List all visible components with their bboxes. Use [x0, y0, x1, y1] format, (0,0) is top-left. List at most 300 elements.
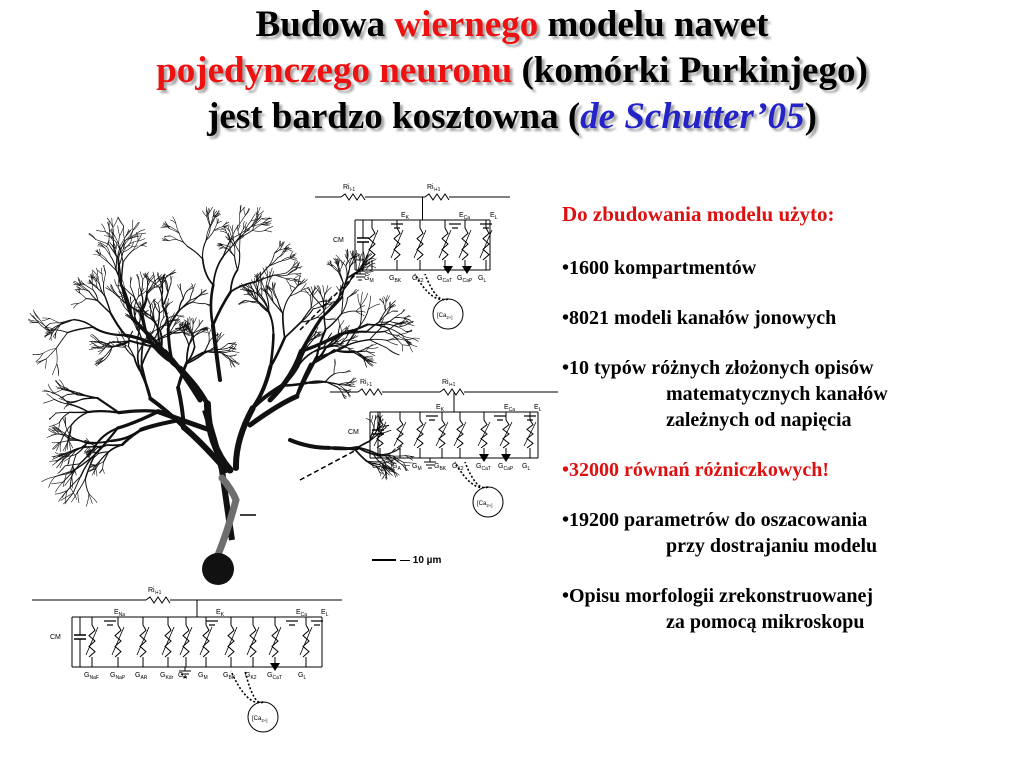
wire: [162, 627, 174, 655]
dendrite-branch: [57, 460, 64, 468]
dendrite-branch: [59, 466, 65, 473]
calcium-pool-label: [$Ca_{2+]}$: [437, 313, 453, 320]
dendrite-branch: [371, 415, 373, 421]
dendrite-branch: [364, 356, 372, 357]
dendrite-branch: [288, 270, 296, 275]
dendrite-branch: [290, 285, 295, 288]
label-subscript: CaT: [481, 466, 491, 472]
label-subscript: Ca: [463, 215, 471, 221]
dendrite-branch: [138, 288, 139, 297]
dendrite-branch: [111, 313, 126, 335]
dendrite-branch: [131, 246, 137, 247]
circuit-label: $G_{BK}$: [434, 463, 447, 472]
dendrite-branch: [235, 256, 238, 270]
dendrite-branch: [295, 281, 298, 285]
label-subscript: K: [440, 407, 445, 413]
label-subscript: L: [483, 278, 487, 284]
dendrite-branch: [213, 257, 223, 285]
dendrite-branch: [43, 399, 54, 403]
label-subscript: L: [303, 675, 307, 681]
label-subscript: M: [369, 278, 374, 284]
circuit-label: $G_{K2}$: [245, 672, 257, 681]
dendrite-branch: [238, 252, 240, 269]
dendrite-branch: [202, 332, 208, 333]
wire: [524, 422, 536, 446]
dendrite-branch: [290, 440, 329, 448]
dendrite-branch: [325, 374, 334, 382]
dendrite-branch: [203, 240, 207, 259]
dendrite-branch: [80, 293, 86, 298]
dendrite-branch: [183, 290, 187, 298]
dendrite-branch: [385, 302, 386, 311]
dendrite-branch: [208, 330, 209, 335]
label-subscript: 2+]: [261, 718, 268, 723]
dendrite-branch: [60, 460, 63, 468]
dendrite-branch: [367, 461, 380, 462]
dendrite-branch: [71, 412, 88, 425]
dendrite-branch: [327, 318, 335, 319]
dendrite-branch: [181, 291, 184, 299]
wire: [300, 627, 312, 655]
circuit-label: $G_{BK}$: [223, 672, 236, 681]
label-subscript: K2: [250, 675, 257, 681]
wire: [137, 627, 149, 655]
dendrite-branch: [323, 285, 325, 295]
dendrite-branch: [113, 218, 118, 228]
label-subscript: i+1: [154, 590, 162, 596]
label-subscript: A: [397, 466, 401, 472]
label-subscript: CaP: [503, 466, 514, 472]
circuit-label: $G_M$: [198, 672, 208, 681]
dendrite-branch: [123, 226, 124, 241]
wire: [394, 422, 406, 446]
label-subscript: K2: [457, 466, 464, 472]
circuit-label: $G_{CaT}$: [437, 275, 452, 284]
dendrite-branch: [386, 317, 396, 324]
label-subscript: 2+]: [486, 503, 493, 508]
dendrite-branch: [50, 318, 60, 323]
dendrite-branch: [42, 318, 50, 320]
dendrite-branch: [211, 285, 213, 326]
circuit-label: CM: [50, 634, 61, 641]
dendrite-branch: [38, 323, 49, 331]
dendrite-branch: [402, 345, 409, 346]
bullet-text: •19200 parametrów do oszacowania: [562, 509, 868, 531]
dendrite-branch: [137, 341, 138, 355]
circuit-label: $Ri_{i-1}$: [360, 379, 373, 388]
label-subscript: AR: [140, 675, 148, 681]
circuit-label: $E_L$: [490, 212, 498, 221]
dendrite-branch: [86, 494, 89, 507]
leader-line: [300, 270, 360, 330]
dendrite-branch: [240, 215, 246, 224]
label-subscript: K: [220, 612, 225, 618]
label-subscript: Kdr: [165, 675, 174, 681]
dendrite-branch: [206, 230, 214, 240]
wire: [269, 627, 281, 655]
dendrite-branch: [187, 246, 202, 259]
wire: [225, 627, 237, 655]
circuit-label: $G_{CaT}$: [267, 672, 282, 681]
circuit-label: $G_A$: [392, 463, 401, 472]
circuit-diagram-middle: [330, 379, 558, 517]
dendrite-branch: [283, 296, 290, 314]
label-subscript: M: [417, 466, 422, 472]
dendrite-branch: [46, 349, 56, 359]
circuit-label: $G_{CaP}$: [457, 275, 473, 284]
bullet-list: [562, 255, 1022, 635]
dendrite-branch: [339, 272, 344, 283]
dendrite-branch: [56, 482, 63, 492]
scale-bar-label: — 10 µm: [400, 555, 442, 566]
dendrite-branch: [113, 341, 130, 342]
label-subscript: Na: [118, 612, 126, 618]
dendrite-branch: [208, 207, 212, 214]
dendrite-branch: [56, 333, 68, 349]
circuit-label: $E_K$: [401, 212, 410, 221]
dendrite-branch: [283, 314, 285, 338]
wire: [478, 422, 490, 446]
title-text: Budowa: [255, 4, 395, 45]
dendrite-branch: [92, 275, 93, 281]
dendrite-branch: [74, 320, 93, 328]
dendrite-branch: [325, 287, 332, 295]
dendrite-branch: [230, 226, 232, 231]
dendrite-branch: [170, 275, 171, 283]
dendrite-branch: [296, 273, 302, 274]
bullet-continuation: za pomocą mikroskopu: [666, 611, 865, 633]
dendrite-branch: [141, 420, 180, 430]
dendrite-branch: [136, 233, 145, 234]
soma: [202, 553, 234, 585]
title-highlight: pojedynczego neuronu: [156, 50, 513, 91]
dendrite-branch: [408, 324, 415, 326]
dendrite-branch: [228, 343, 236, 344]
dendrite-branch: [395, 317, 404, 318]
circuit-label: $E_{Ca}$: [459, 212, 471, 221]
circuit-diagram-bottom: [32, 587, 342, 732]
label-subscript: CaT: [442, 278, 452, 284]
dendrite-branch: [68, 476, 81, 490]
dendrite-branch: [140, 272, 143, 280]
dendrite-branch: [210, 217, 213, 227]
title-text: jest bardzo kosztowna (: [207, 96, 581, 137]
label-subscript: L: [538, 407, 542, 413]
circuit-label: $G_{CaT}$: [476, 463, 491, 472]
dendrite-branch: [398, 327, 406, 332]
wire: [459, 230, 471, 258]
dendrite-branch: [47, 394, 55, 400]
dendrite-branch: [78, 492, 79, 503]
circuit-label: $G_L$: [298, 672, 307, 681]
dendrite-branch: [89, 234, 96, 240]
dendrite-branch: [384, 303, 386, 311]
dendrite-branch: [294, 276, 298, 279]
dendrite-branch: [244, 207, 246, 215]
circuit-label: $G_M$: [412, 463, 422, 472]
dendrite-branch: [52, 443, 59, 450]
dendrite-branch: [152, 304, 153, 310]
dendrite-branch: [101, 268, 102, 274]
dendrite-branch: [342, 311, 357, 314]
dendrite-branch: [123, 251, 132, 262]
dendrite-branch: [219, 247, 223, 248]
dendrite-branch: [213, 292, 231, 326]
dendrite-branch: [334, 365, 335, 374]
bullet-item: [562, 583, 1022, 635]
dendrite-branch: [387, 348, 400, 355]
bullet-continuation: matematycznych kanałów: [666, 383, 888, 405]
dendrite-branch: [78, 299, 86, 304]
circuit-label: $Ri_{i+1}$: [148, 587, 162, 596]
title-text: ): [804, 96, 817, 137]
label-subscript: i-1: [349, 187, 356, 193]
circuit-label: $G_{NaF}$: [84, 672, 99, 681]
dendrite-branch: [387, 340, 398, 345]
circuit-label: $G_{K2}$: [412, 275, 424, 284]
label-subscript: BK: [439, 466, 447, 472]
dendrite-branch: [285, 322, 301, 338]
dendrite-branch: [269, 258, 278, 267]
dendrite-branch: [187, 351, 206, 362]
dendrite-branch: [203, 259, 214, 285]
dendrite-branch: [51, 434, 59, 435]
leader-line: [300, 448, 360, 480]
dendrite-branch: [368, 296, 370, 309]
dendrite-branch: [338, 318, 340, 327]
circuit-label: $E_{Ca}$: [504, 404, 516, 413]
title-citation: de Schutter’05: [580, 96, 805, 137]
dendrite-branch: [395, 313, 401, 317]
dendrite-branch: [30, 322, 39, 323]
dendrite-branch: [219, 248, 223, 250]
label-subscript: i-1: [366, 382, 373, 388]
dendrite-branch: [386, 324, 399, 327]
dendrite-branch: [336, 255, 340, 260]
label-subscript: 2+]: [446, 315, 453, 320]
dendrite-branch: [232, 225, 233, 231]
dendrite-branch: [209, 330, 211, 335]
circuit-label: CM: [348, 429, 359, 436]
dendrite-branch: [140, 246, 146, 247]
wire: [414, 230, 426, 258]
bullet-item: [562, 305, 1022, 331]
dendrite-branch: [269, 312, 274, 334]
dendrite-branch: [154, 310, 155, 319]
dendrite-branch: [193, 302, 205, 304]
circuit-label: $Ri_{i+1}$: [442, 379, 456, 388]
bullet-item: [562, 355, 1022, 433]
circuit-label: $E_K$: [436, 404, 445, 413]
circuit-label: $G_M$: [364, 275, 374, 284]
label-subscript: NaP: [115, 675, 126, 681]
circuit-label: $G_{Kdr}$: [372, 463, 386, 472]
bullet-text: •10 typów różnych złożonych opisów: [562, 357, 874, 379]
dendrite-branch: [74, 303, 79, 308]
dendrite-branch: [360, 306, 361, 325]
dendrite-branch: [350, 340, 357, 341]
circuit-label: $E_L$: [534, 404, 542, 413]
dendrite-branch: [168, 283, 171, 293]
label-subscript: NaF: [89, 675, 99, 681]
dendrite-branch: [190, 291, 193, 301]
dendrite-branch: [57, 364, 59, 374]
dendrite-branch: [294, 265, 299, 267]
dendrite-branch: [209, 335, 210, 343]
dendrite-branch: [370, 328, 381, 339]
dendrite-branch: [321, 297, 342, 318]
circuit-diagram-top: [315, 184, 510, 329]
dendrite-branch: [278, 300, 283, 314]
wire: [86, 627, 98, 655]
bullet-item: [562, 457, 1022, 483]
dendrite-branch: [169, 240, 178, 241]
dendrite-branch: [56, 439, 62, 450]
dendrite-branch: [340, 321, 344, 327]
title-text: (komórki Purkinjego): [512, 50, 868, 91]
wire: [454, 422, 466, 446]
dendrite-branch: [367, 322, 380, 332]
bullet-item: [562, 507, 1022, 559]
dendrite-branch: [92, 281, 93, 290]
dendrite-branch: [96, 469, 97, 476]
circuit-label: $G_{Kdr}$: [160, 672, 174, 681]
dendrite-branch: [240, 206, 241, 214]
dendrite-branch: [384, 297, 386, 302]
dendrite-branch: [350, 251, 352, 257]
dendrite-branch: [92, 334, 100, 341]
bullet-item: [562, 255, 1022, 281]
dendrite-branch: [139, 281, 141, 293]
bullet-text: •Opisu morfologii zrekonstruowanej: [562, 585, 874, 607]
dendrite-branch: [50, 323, 60, 324]
dendrite-branch: [111, 256, 117, 270]
wire: [439, 230, 451, 258]
dendrite-branch: [409, 344, 417, 347]
dendrite-branch: [173, 217, 176, 224]
dendrite-branch: [262, 218, 272, 219]
dendrite-branch: [72, 399, 81, 402]
dendrite-branch: [104, 273, 106, 283]
circuit-label: $G_L$: [478, 275, 487, 284]
circuit-label: $E_K$: [216, 609, 225, 618]
dendrite-branch: [102, 274, 104, 283]
dendrite-branch: [99, 469, 102, 474]
dendrite-branch: [56, 349, 57, 365]
dendrite-branch: [118, 217, 124, 226]
dendrite-branch: [370, 340, 387, 348]
dendrite-branch: [70, 488, 77, 500]
dendrite-branch: [116, 257, 117, 271]
label-subscript: Ca: [508, 407, 516, 413]
label-subscript: CaP: [462, 278, 473, 284]
dendrite-branch: [129, 346, 135, 357]
dendrite-branch: [236, 408, 253, 468]
circuit-label: $E_{Ca}$: [296, 609, 308, 618]
circuit-label: CM: [333, 237, 344, 244]
dendrite-branch: [133, 222, 139, 230]
circuit-label: $G_{NaP}$: [110, 672, 126, 681]
dendrite-branch: [158, 299, 162, 304]
calcium-pool-label: [$Ca_{2+]}$: [252, 716, 268, 723]
dendrite-branch: [398, 324, 408, 327]
dendrite-branch: [33, 354, 43, 355]
dendrite-branch: [81, 285, 89, 291]
wire: [180, 627, 192, 655]
dendrite-branch: [44, 390, 55, 394]
dendrite-branch: [94, 255, 100, 256]
circuit-label: $Ri_{i-1}$: [343, 184, 356, 193]
wire: [414, 422, 426, 446]
dendrite-branch: [261, 285, 262, 296]
dendrite-branch: [220, 351, 229, 352]
dendrite-branch: [170, 236, 177, 240]
dendrite-branch: [53, 364, 57, 375]
bullet-text: •1600 kompartmentów: [562, 257, 757, 279]
dendrite-branch: [102, 224, 106, 232]
title-text: modelu nawet: [538, 4, 769, 45]
dendrite-branch: [89, 411, 119, 412]
wire: [247, 627, 259, 655]
dendrite-branch: [118, 226, 120, 236]
dendrite-branch: [275, 273, 287, 275]
dendrite-branch: [142, 366, 151, 399]
bullet-continuation: zależnych od napięcia: [666, 409, 852, 431]
dendrite-branch: [334, 373, 343, 374]
dendrite-branch: [119, 411, 158, 413]
label-subscript: BK: [394, 278, 402, 284]
dendrite-branch: [228, 226, 230, 232]
dendrite-branch: [101, 255, 107, 262]
wire: [391, 230, 403, 258]
bullet-text: •8021 modeli kanałów jonowych: [562, 307, 837, 329]
dendrite-branch: [103, 461, 104, 468]
dendrite-branch: [340, 260, 346, 266]
dendrite-branch: [202, 330, 208, 332]
title-highlight: wiernego: [394, 4, 539, 45]
dendrite-branch: [96, 230, 105, 231]
circuit-label: $G_A$: [178, 672, 187, 681]
dendrite-branch: [107, 445, 122, 446]
wire: [436, 422, 448, 446]
label-subscript: Ca: [300, 612, 308, 618]
dendrite-branch: [68, 327, 93, 332]
dendrite-branch: [366, 351, 375, 353]
dendrite-branch: [412, 338, 418, 341]
label-subscript: L: [494, 215, 498, 221]
dendrite-branch: [154, 299, 155, 306]
dendrite-branch: [274, 247, 279, 254]
label-subscript: K: [405, 215, 410, 221]
dendrite-branch: [367, 331, 385, 332]
circuit-label: $E_{Na}$: [114, 609, 126, 618]
label-subscript: M: [203, 675, 208, 681]
circuit-label: $G_{CaP}$: [498, 463, 514, 472]
dendrite-branch: [163, 292, 168, 305]
wire: [200, 627, 212, 655]
label-subscript: Kdr: [377, 466, 386, 472]
dendrite-branch: [296, 263, 299, 269]
dendrite-branch: [131, 297, 132, 304]
info-panel: [562, 202, 1022, 659]
calcium-pool-label: [$Ca_{2+]}$: [477, 501, 493, 508]
dendrite-branch: [341, 326, 342, 332]
circuit-label: $Ri_{i+1}$: [427, 184, 441, 193]
circuit-label: $G_{BK}$: [389, 275, 402, 284]
wire: [500, 422, 512, 446]
dendrite-branch: [148, 298, 151, 306]
circuit-label: $G_{AR}$: [135, 672, 148, 681]
